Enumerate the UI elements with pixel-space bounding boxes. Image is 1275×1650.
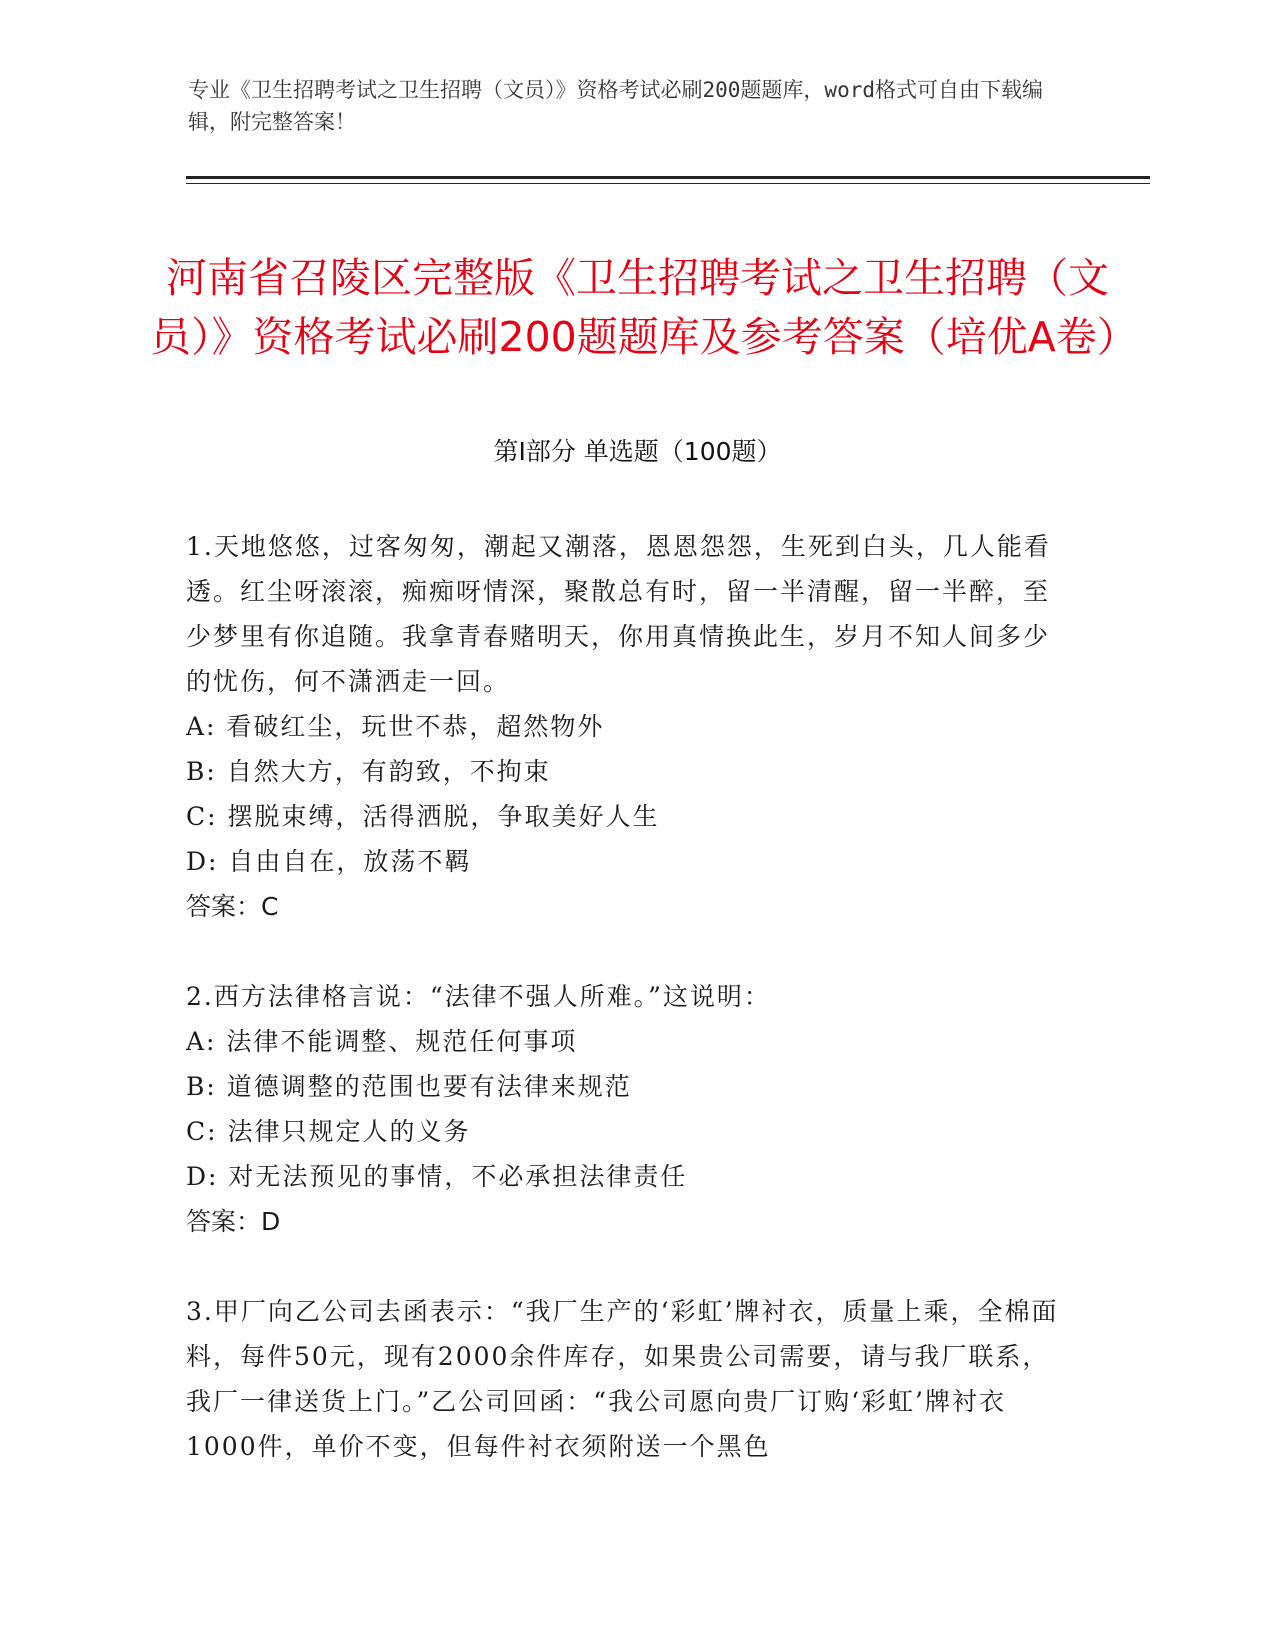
- option-d: D: 对无法预见的事情，不必承担法律责任: [186, 1162, 688, 1191]
- answer: 答案：C: [186, 892, 279, 921]
- question-stem: 1.天地悠悠，过客匆匆，潮起又潮落，恩恩怨怨，生死到白头，几人能看透。红尘呀滚滚，痴痴呀情深，聚散总有时，留一半清醒，留一半醉，至少梦里有你追随。我拿青春赌明天，你用真情换此生，岁月不知人间多少的忧伤，何不潇洒走一回。: [186, 532, 1051, 696]
- question-stem: 3.甲厂向乙公司去函表示：“我厂生产的‘彩虹’牌衬衣，质量上乘，全棉面料，每件50元，现有2000余件库存，如果贵公司需要，请与我厂联系，我厂一律送货上门。”乙公司回函：“我公司愿向贵厂订购‘彩虹’牌衬衣1000件，单价不变，但每件衬衣须附送一个黑色: [186, 1297, 1059, 1461]
- section-heading: 第Ⅰ部分 单选题（100题）: [493, 437, 782, 466]
- question-2: [186, 974, 1066, 1244]
- document-title: 河南省召陵区完整版《卫生招聘考试之卫生招聘（文员）》资格考试必刷200题题库及参考答案（培优A卷）: [150, 254, 1138, 362]
- option-a: A: 看破红尘，玩世不恭，超然物外: [186, 712, 605, 741]
- question-3: [186, 1289, 1066, 1469]
- header-divider-thin: [186, 183, 1150, 184]
- question-stem: 2.西方法律格言说：“法律不强人所难。”这说明：: [186, 982, 771, 1011]
- question-1: [186, 524, 1066, 929]
- option-c: C: 摆脱束缚，活得洒脱，争取美好人生: [186, 802, 660, 831]
- answer: 答案：D: [186, 1207, 281, 1236]
- option-c: C: 法律只规定人的义务: [186, 1117, 471, 1146]
- question-list: [186, 524, 1066, 1514]
- option-b: B: 自然大方，有韵致，不拘束: [186, 757, 551, 786]
- option-a: A: 法律不能调整、规范任何事项: [186, 1027, 578, 1056]
- header-note: 专业《卫生招聘考试之卫生招聘（文员）》资格考试必刷200题题库，word格式可自由下载编辑，附完整答案！: [188, 78, 1043, 134]
- header-divider-thick: [186, 176, 1150, 179]
- option-b: B: 道德调整的范围也要有法律来规范: [186, 1072, 632, 1101]
- option-d: D: 自由自在，放荡不羁: [186, 847, 472, 876]
